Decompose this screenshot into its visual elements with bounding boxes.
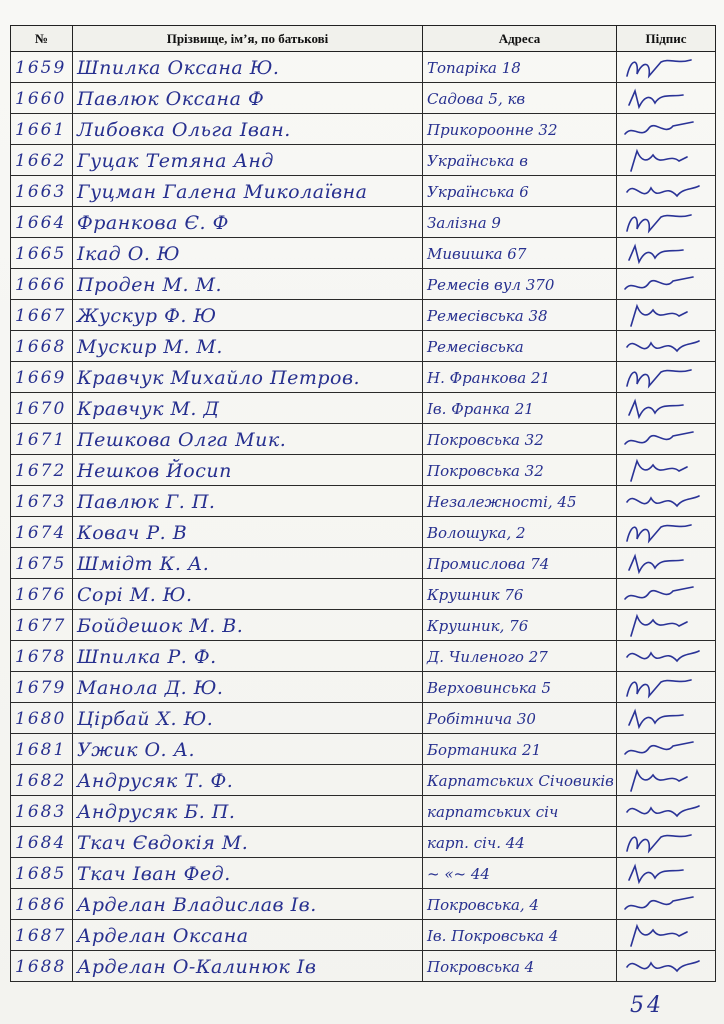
signature-table: [10, 25, 716, 982]
table-row: [11, 672, 716, 703]
signature-stroke: [629, 91, 683, 107]
column-header-name: Прізвище, ім’я, по батькові: [73, 26, 423, 52]
row-number: 1670: [11, 393, 73, 424]
handwritten-signature: [621, 798, 711, 826]
table-row: [11, 579, 716, 610]
row-signature: [617, 641, 716, 672]
table-row: [11, 641, 716, 672]
table-row: [11, 796, 716, 827]
row-full-name: Павлюк Г. П.: [73, 486, 423, 517]
table-row: [11, 114, 716, 145]
row-address: Садова 5, кв: [423, 83, 617, 114]
table-row: [11, 827, 716, 858]
row-address: Волошука, 2: [423, 517, 617, 548]
table-row: [11, 548, 716, 579]
row-full-name: Кравчук М. Д: [73, 393, 423, 424]
signature-stroke: [627, 215, 691, 231]
handwritten-signature: [621, 550, 711, 578]
row-signature: [617, 300, 716, 331]
row-signature: [617, 703, 716, 734]
signature-stroke: [631, 771, 687, 791]
row-signature: [617, 83, 716, 114]
table-row: [11, 145, 716, 176]
row-signature: [617, 610, 716, 641]
signature-stroke: [627, 835, 691, 851]
row-signature: [617, 579, 716, 610]
row-signature: [617, 238, 716, 269]
row-full-name: Шпилка Оксана Ю.: [73, 52, 423, 83]
handwritten-signature: [621, 209, 711, 237]
row-address: Мивишка 67: [423, 238, 617, 269]
signature-stroke: [629, 401, 683, 417]
row-full-name: Шмідт К. А.: [73, 548, 423, 579]
handwritten-signature: [621, 488, 711, 516]
row-full-name: Гуцак Тетяна Анд: [73, 145, 423, 176]
row-number: 1663: [11, 176, 73, 207]
signature-stroke: [629, 711, 683, 727]
row-number: 1674: [11, 517, 73, 548]
row-address: Крушник 76: [423, 579, 617, 610]
signature-stroke: [631, 151, 687, 171]
table-row: [11, 889, 716, 920]
row-signature: [617, 393, 716, 424]
signature-stroke: [631, 306, 687, 326]
row-address: Українська в: [423, 145, 617, 176]
handwritten-signature: [621, 54, 711, 82]
table-row: [11, 858, 716, 889]
row-full-name: Цірбай Х. Ю.: [73, 703, 423, 734]
row-number: 1659: [11, 52, 73, 83]
table-row: [11, 424, 716, 455]
signature-stroke: [629, 866, 683, 882]
row-signature: [617, 114, 716, 145]
handwritten-signature: [621, 178, 711, 206]
table-row: [11, 610, 716, 641]
row-address: Крушник, 76: [423, 610, 617, 641]
handwritten-signature: [621, 116, 711, 144]
row-address: Покровська 32: [423, 424, 617, 455]
row-address: Покровська 32: [423, 455, 617, 486]
row-address: Топаріка 18: [423, 52, 617, 83]
handwritten-signature: [621, 860, 711, 888]
row-full-name: Арделан Владислав Ів.: [73, 889, 423, 920]
signature-stroke: [625, 897, 693, 909]
row-number: 1686: [11, 889, 73, 920]
signature-stroke: [631, 461, 687, 481]
signature-stroke: [627, 341, 699, 351]
signature-stroke: [627, 496, 699, 506]
handwritten-signature: [621, 891, 711, 919]
row-number: 1664: [11, 207, 73, 238]
row-full-name: Жускур Ф. Ю: [73, 300, 423, 331]
signature-stroke: [627, 60, 691, 76]
signature-stroke: [627, 370, 691, 386]
row-number: 1681: [11, 734, 73, 765]
row-full-name: Ужик О. А.: [73, 734, 423, 765]
row-number: 1684: [11, 827, 73, 858]
row-full-name: Мускир М. М.: [73, 331, 423, 362]
row-full-name: Ікад О. Ю: [73, 238, 423, 269]
table-row: [11, 486, 716, 517]
row-signature: [617, 765, 716, 796]
handwritten-signature: [621, 240, 711, 268]
handwritten-signature: [621, 643, 711, 671]
row-address: Д. Чиленого 27: [423, 641, 617, 672]
row-signature: [617, 920, 716, 951]
table-row: [11, 393, 716, 424]
row-full-name: Павлюк Оксана Ф: [73, 83, 423, 114]
row-full-name: Гуцман Галена Миколаївна: [73, 176, 423, 207]
table-row: [11, 703, 716, 734]
row-address: Українська 6: [423, 176, 617, 207]
row-full-name: Шпилка Р. Ф.: [73, 641, 423, 672]
row-address: Н. Франкова 21: [423, 362, 617, 393]
row-address: Ремесівська 38: [423, 300, 617, 331]
row-number: 1687: [11, 920, 73, 951]
signature-stroke: [625, 277, 693, 289]
handwritten-signature: [621, 674, 711, 702]
row-number: 1685: [11, 858, 73, 889]
row-address: Робітнича 30: [423, 703, 617, 734]
row-number: 1661: [11, 114, 73, 145]
row-signature: [617, 548, 716, 579]
signature-stroke: [627, 680, 691, 696]
handwritten-signature: [621, 395, 711, 423]
table-row: [11, 517, 716, 548]
row-signature: [617, 951, 716, 982]
row-number: 1688: [11, 951, 73, 982]
row-signature: [617, 858, 716, 889]
handwritten-signature: [621, 612, 711, 640]
row-full-name: Андрусяк Т. Ф.: [73, 765, 423, 796]
row-signature: [617, 207, 716, 238]
row-full-name: Ткач Іван Фед.: [73, 858, 423, 889]
signature-stroke: [627, 651, 699, 661]
table-row: [11, 83, 716, 114]
row-address: Верховинська 5: [423, 672, 617, 703]
row-signature: [617, 331, 716, 362]
signature-stroke: [625, 742, 693, 754]
row-number: 1676: [11, 579, 73, 610]
row-number: 1669: [11, 362, 73, 393]
handwritten-signature: [621, 333, 711, 361]
row-number: 1672: [11, 455, 73, 486]
handwritten-signature: [621, 457, 711, 485]
row-full-name: Сорі М. Ю.: [73, 579, 423, 610]
row-full-name: Нешков Йосип: [73, 455, 423, 486]
row-number: 1662: [11, 145, 73, 176]
handwritten-signature: [621, 922, 711, 950]
row-full-name: Проден М. М.: [73, 269, 423, 300]
table-row: [11, 362, 716, 393]
row-full-name: Пешкова Олга Мик.: [73, 424, 423, 455]
table-row: [11, 52, 716, 83]
row-full-name: Ковач Р. В: [73, 517, 423, 548]
row-number: 1683: [11, 796, 73, 827]
row-full-name: Либовка Ольга Іван.: [73, 114, 423, 145]
handwritten-signature: [621, 302, 711, 330]
row-number: 1665: [11, 238, 73, 269]
row-signature: [617, 889, 716, 920]
row-number: 1660: [11, 83, 73, 114]
row-full-name: Бойдешок М. В.: [73, 610, 423, 641]
table-row: [11, 238, 716, 269]
row-signature: [617, 424, 716, 455]
row-signature: [617, 796, 716, 827]
table-row: [11, 207, 716, 238]
handwritten-signature: [621, 829, 711, 857]
row-number: 1679: [11, 672, 73, 703]
column-header-signature: Підпис: [617, 26, 716, 52]
row-full-name: Арделан О-Калинюк Ів: [73, 951, 423, 982]
handwritten-signature: [621, 736, 711, 764]
row-address: Залізна 9: [423, 207, 617, 238]
row-address: Ів. Покровська 4: [423, 920, 617, 951]
row-signature: [617, 672, 716, 703]
handwritten-signature: [621, 426, 711, 454]
row-number: 1666: [11, 269, 73, 300]
table-header-row: [11, 26, 716, 52]
table-row: [11, 300, 716, 331]
row-signature: [617, 517, 716, 548]
signature-stroke: [627, 186, 699, 196]
row-signature: [617, 145, 716, 176]
row-address: Бортаника 21: [423, 734, 617, 765]
row-number: 1675: [11, 548, 73, 579]
table-row: [11, 920, 716, 951]
handwritten-signature: [621, 364, 711, 392]
page-number: 54: [630, 993, 664, 1018]
row-address: Прикорооннe 32: [423, 114, 617, 145]
row-signature: [617, 486, 716, 517]
handwritten-signature: [621, 147, 711, 175]
row-signature: [617, 455, 716, 486]
signature-stroke: [631, 616, 687, 636]
table-row: [11, 734, 716, 765]
handwritten-signature: [621, 705, 711, 733]
table-row: [11, 455, 716, 486]
row-number: 1682: [11, 765, 73, 796]
row-address: Покровська, 4: [423, 889, 617, 920]
row-number: 1677: [11, 610, 73, 641]
row-signature: [617, 269, 716, 300]
row-number: 1673: [11, 486, 73, 517]
row-signature: [617, 52, 716, 83]
row-address: Карпатських Січовиків: [423, 765, 617, 796]
row-signature: [617, 176, 716, 207]
handwritten-signature: [621, 767, 711, 795]
row-full-name: Ткач Євдокія М.: [73, 827, 423, 858]
signature-stroke: [627, 961, 699, 971]
row-full-name: Арделан Оксана: [73, 920, 423, 951]
row-number: 1668: [11, 331, 73, 362]
row-address: карпатських січ: [423, 796, 617, 827]
signature-stroke: [625, 432, 693, 444]
signature-stroke: [625, 122, 693, 134]
row-signature: [617, 734, 716, 765]
signature-stroke: [629, 556, 683, 572]
row-address: Ремесівська: [423, 331, 617, 362]
row-address: Покровська 4: [423, 951, 617, 982]
row-number: 1678: [11, 641, 73, 672]
signature-stroke: [627, 525, 691, 541]
column-header-address: Адреса: [423, 26, 617, 52]
row-address: карп. січ. 44: [423, 827, 617, 858]
row-number: 1680: [11, 703, 73, 734]
table-row: [11, 951, 716, 982]
handwritten-signature: [621, 953, 711, 981]
table-row: [11, 765, 716, 796]
table-row: [11, 331, 716, 362]
row-full-name: Франкова Є. Ф: [73, 207, 423, 238]
row-signature: [617, 362, 716, 393]
signature-stroke: [629, 246, 683, 262]
row-full-name: Манола Д. Ю.: [73, 672, 423, 703]
handwritten-signature: [621, 581, 711, 609]
row-address: Промислова 74: [423, 548, 617, 579]
table-body: [11, 52, 716, 982]
row-address: Ремесів вул 370: [423, 269, 617, 300]
row-number: 1667: [11, 300, 73, 331]
signature-stroke: [631, 926, 687, 946]
handwritten-signature: [621, 85, 711, 113]
row-full-name: Кравчук Михайло Петров.: [73, 362, 423, 393]
column-header-number: №: [11, 26, 73, 52]
handwritten-signature: [621, 271, 711, 299]
signature-stroke: [625, 587, 693, 599]
row-signature: [617, 827, 716, 858]
row-address: Ів. Франка 21: [423, 393, 617, 424]
table-row: [11, 176, 716, 207]
signature-stroke: [627, 806, 699, 816]
row-address: Незалежності, 45: [423, 486, 617, 517]
table-row: [11, 269, 716, 300]
row-address: ~ «~ 44: [423, 858, 617, 889]
row-full-name: Андрусяк Б. П.: [73, 796, 423, 827]
handwritten-signature: [621, 519, 711, 547]
row-number: 1671: [11, 424, 73, 455]
